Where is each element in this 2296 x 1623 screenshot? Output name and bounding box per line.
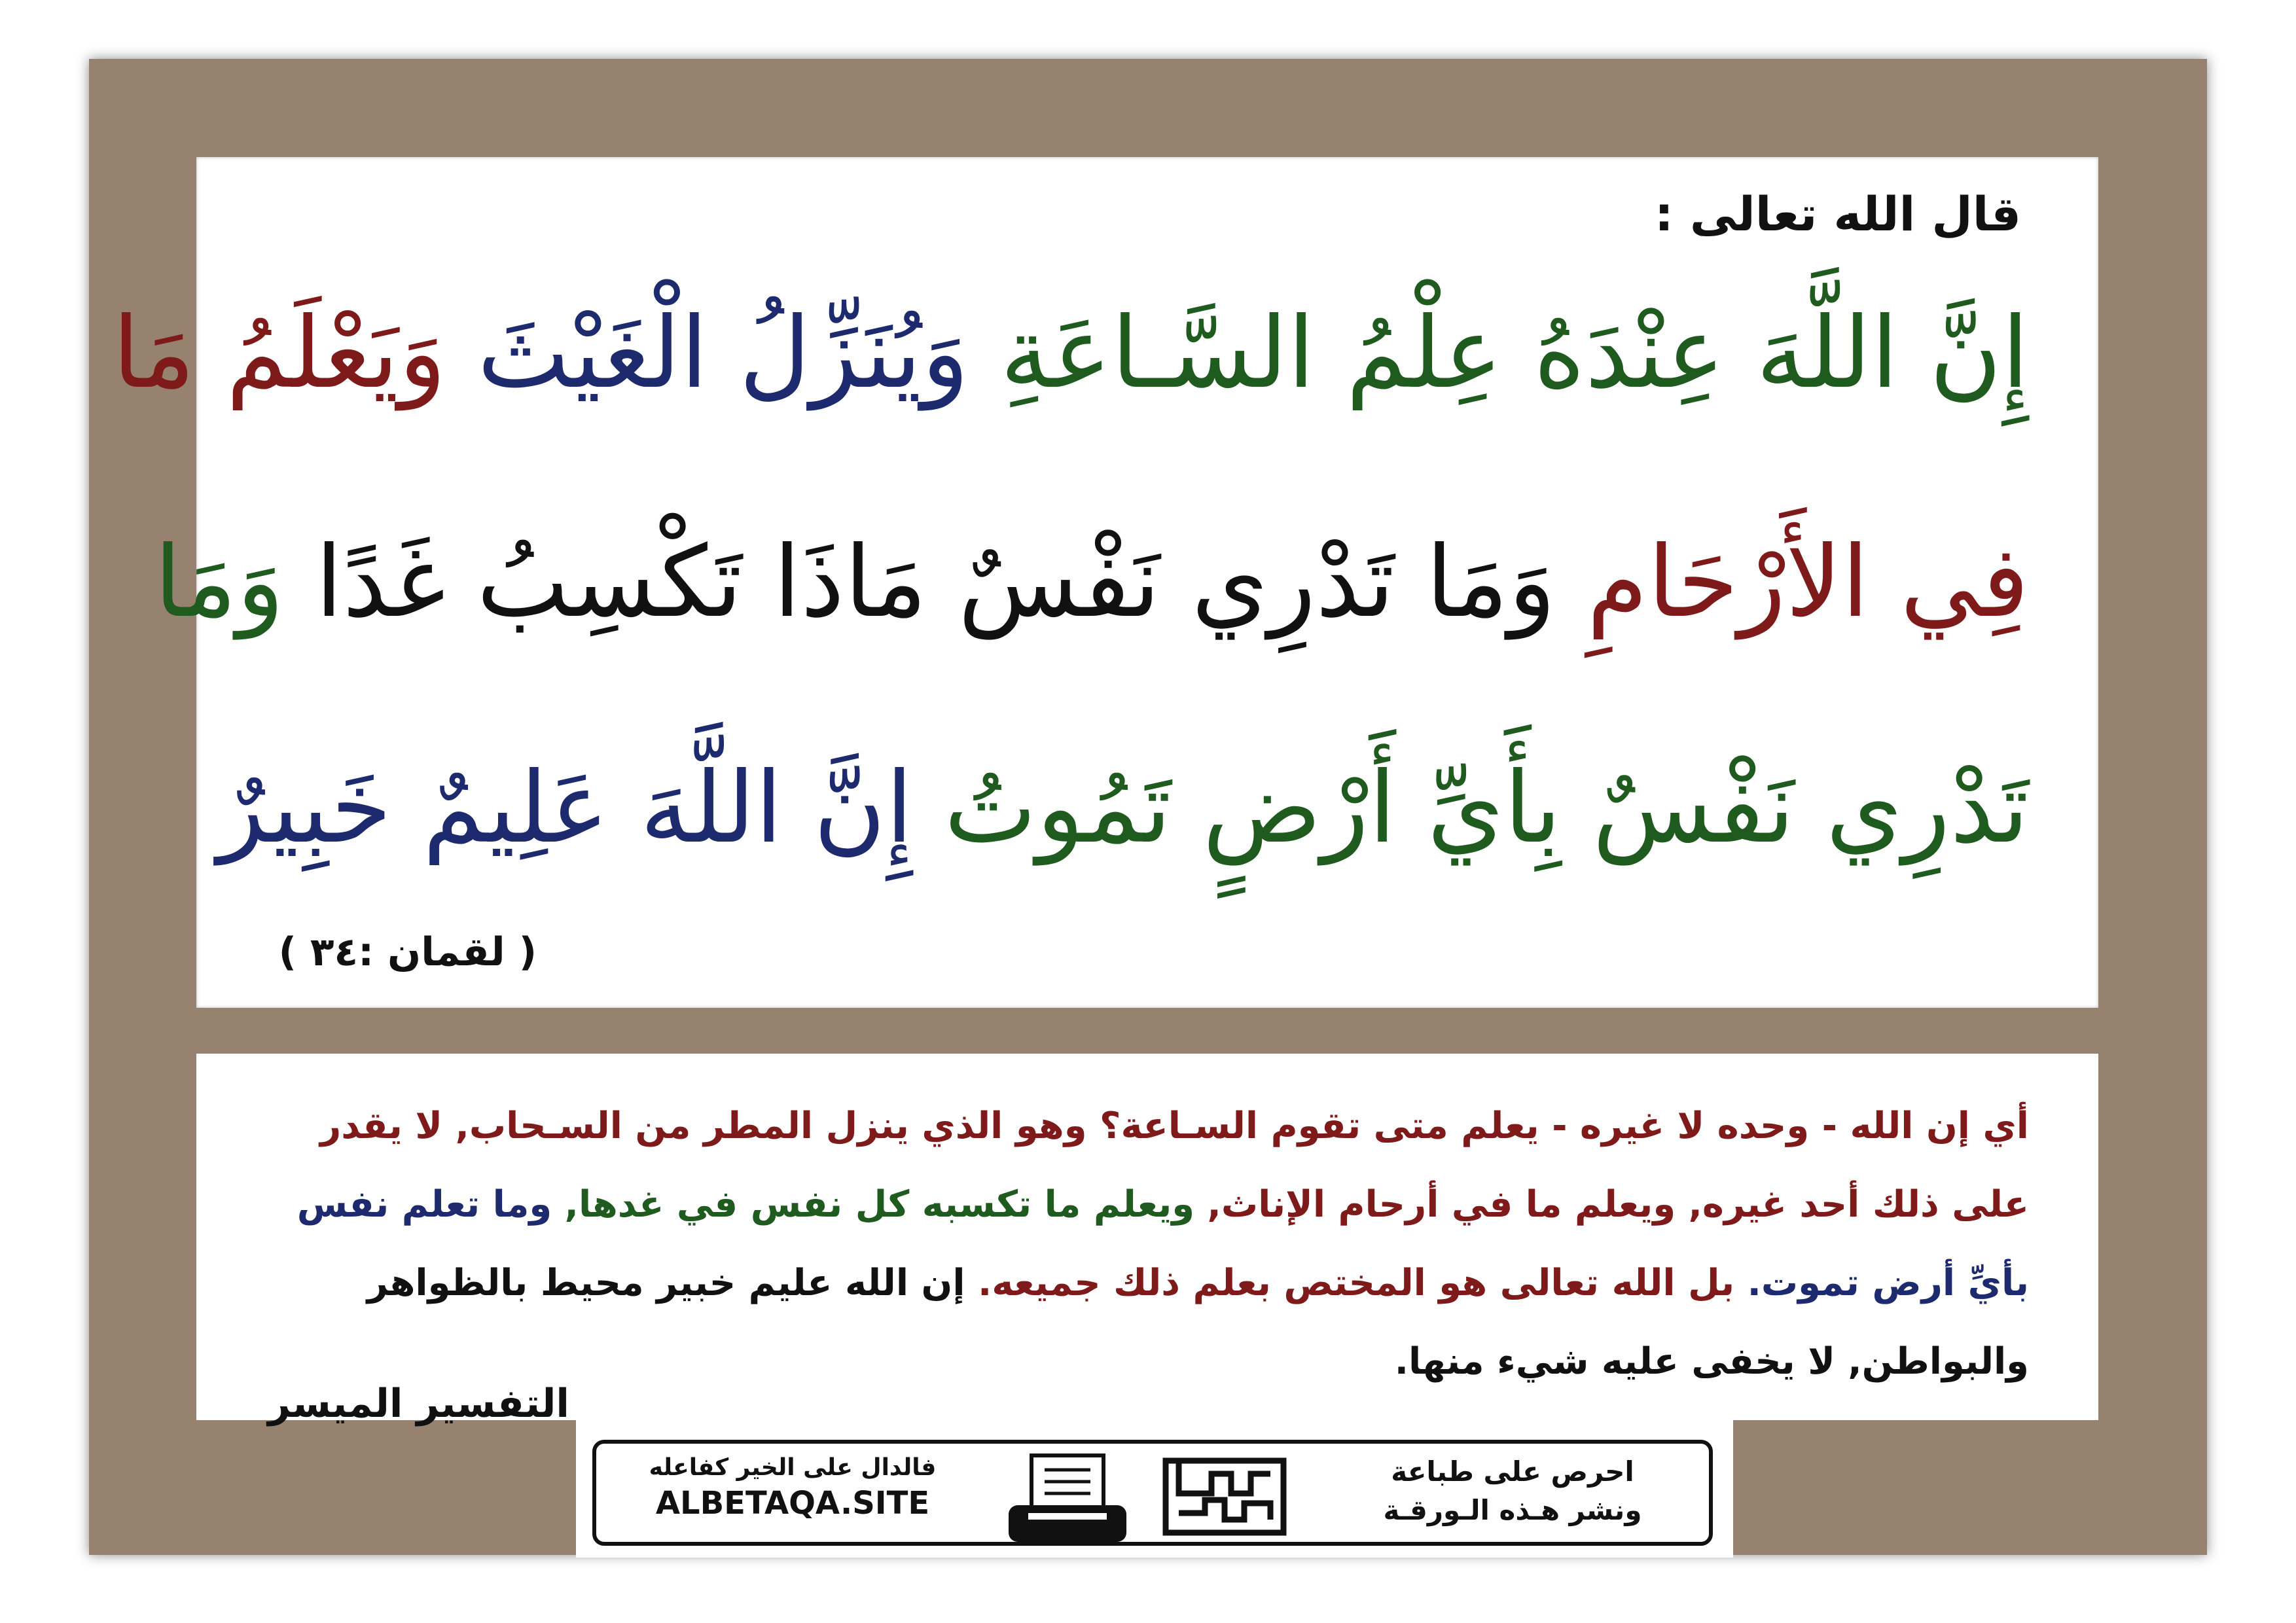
tafsir-line-3: [242, 1260, 2029, 1308]
footer-right-line-1: احرص على طباعة: [1391, 1455, 1634, 1488]
tafsir-line-2-segment-2: ويعلم ما تكسبه كل نفس في غدها,: [552, 1183, 1195, 1226]
verse-line-2-segment-2: وَمَا تَدْرِي نَفْسٌ مَاذَا تَكْسِبُ غَدًا: [284, 526, 1556, 639]
tafsir-line-3-segment-1: بأيِّ أرض تموت.: [1734, 1262, 2029, 1304]
tafsir-line-2: [242, 1181, 2029, 1229]
verse-line-1: [112, 294, 2029, 412]
tafsir-source: التفسير الميسر: [268, 1381, 569, 1427]
tafsir-line-1: [242, 1103, 2029, 1150]
tafsir-line-4: [242, 1338, 2029, 1386]
tafsir-line-1-segment-1: أي إن الله - وحده لا غيره - يعلم متى تقوم السـاعة؟ وهو الذي ينزل المطر من السـحاب, لا يقدر: [320, 1105, 2029, 1147]
verse-line-3-segment-1: تَدْرِي نَفْسٌ بِأَيِّ أَرْضٍ تَمُوتُ: [912, 751, 2029, 865]
footer-right: [1316, 1444, 1709, 1542]
verse-line-1-segment-3: وَيَعْلَمُ مَا: [112, 296, 446, 410]
footer-left: [596, 1444, 989, 1542]
tafsir-line-3-segment-2: بل الله تعالى هو المختص بعلم ذلك جميعه.: [965, 1262, 1735, 1304]
footer-right-line-2: ونشر هـذه الـورقـة: [1383, 1493, 1642, 1526]
footer-slogan: فالدال على الخير كفاعله: [649, 1454, 937, 1481]
verse-line-2-segment-1: فِي الأَرْحَامِ: [1555, 526, 2029, 639]
heading: قال الله تعالى :: [1654, 187, 2021, 241]
tafsir-line-2-segment-1: على ذلك أحد غيره, ويعلم ما في أرحام الإناث,: [1194, 1183, 2029, 1226]
verse-line-2: [154, 524, 2029, 641]
verse-line-3: [217, 749, 2029, 867]
printer-icon: [1002, 1450, 1133, 1548]
tafsir-line-3-segment-3: إن الله عليم خبير محيط بالظواهر: [367, 1262, 965, 1304]
verse-line-2-segment-3: وَمَا: [154, 526, 285, 639]
site-link[interactable]: ALBETAQA.SITE: [655, 1485, 930, 1522]
site-logo: [1153, 1448, 1297, 1546]
tafsir-line-4-segment-1: والبواطن, لا يخفى عليه شيء منها.: [1394, 1340, 2029, 1383]
surah-reference: ( لقمان :٣٤ ): [278, 929, 537, 975]
verse-line-1-segment-2: وَيُنَزِّلُ الْغَيْثَ: [446, 296, 969, 410]
verse-line-3-segment-2: إِنَّ اللَّهَ عَلِيمٌ خَبِيرٌ: [217, 751, 913, 865]
verse-line-1-segment-1: إِنَّ اللَّهَ عِنْدَهُ عِلْمُ السَّـاعَةِ: [969, 296, 2029, 410]
tafsir-line-2-segment-3: وما تعلم نفس: [296, 1183, 552, 1226]
footer-banner: [592, 1440, 1713, 1546]
